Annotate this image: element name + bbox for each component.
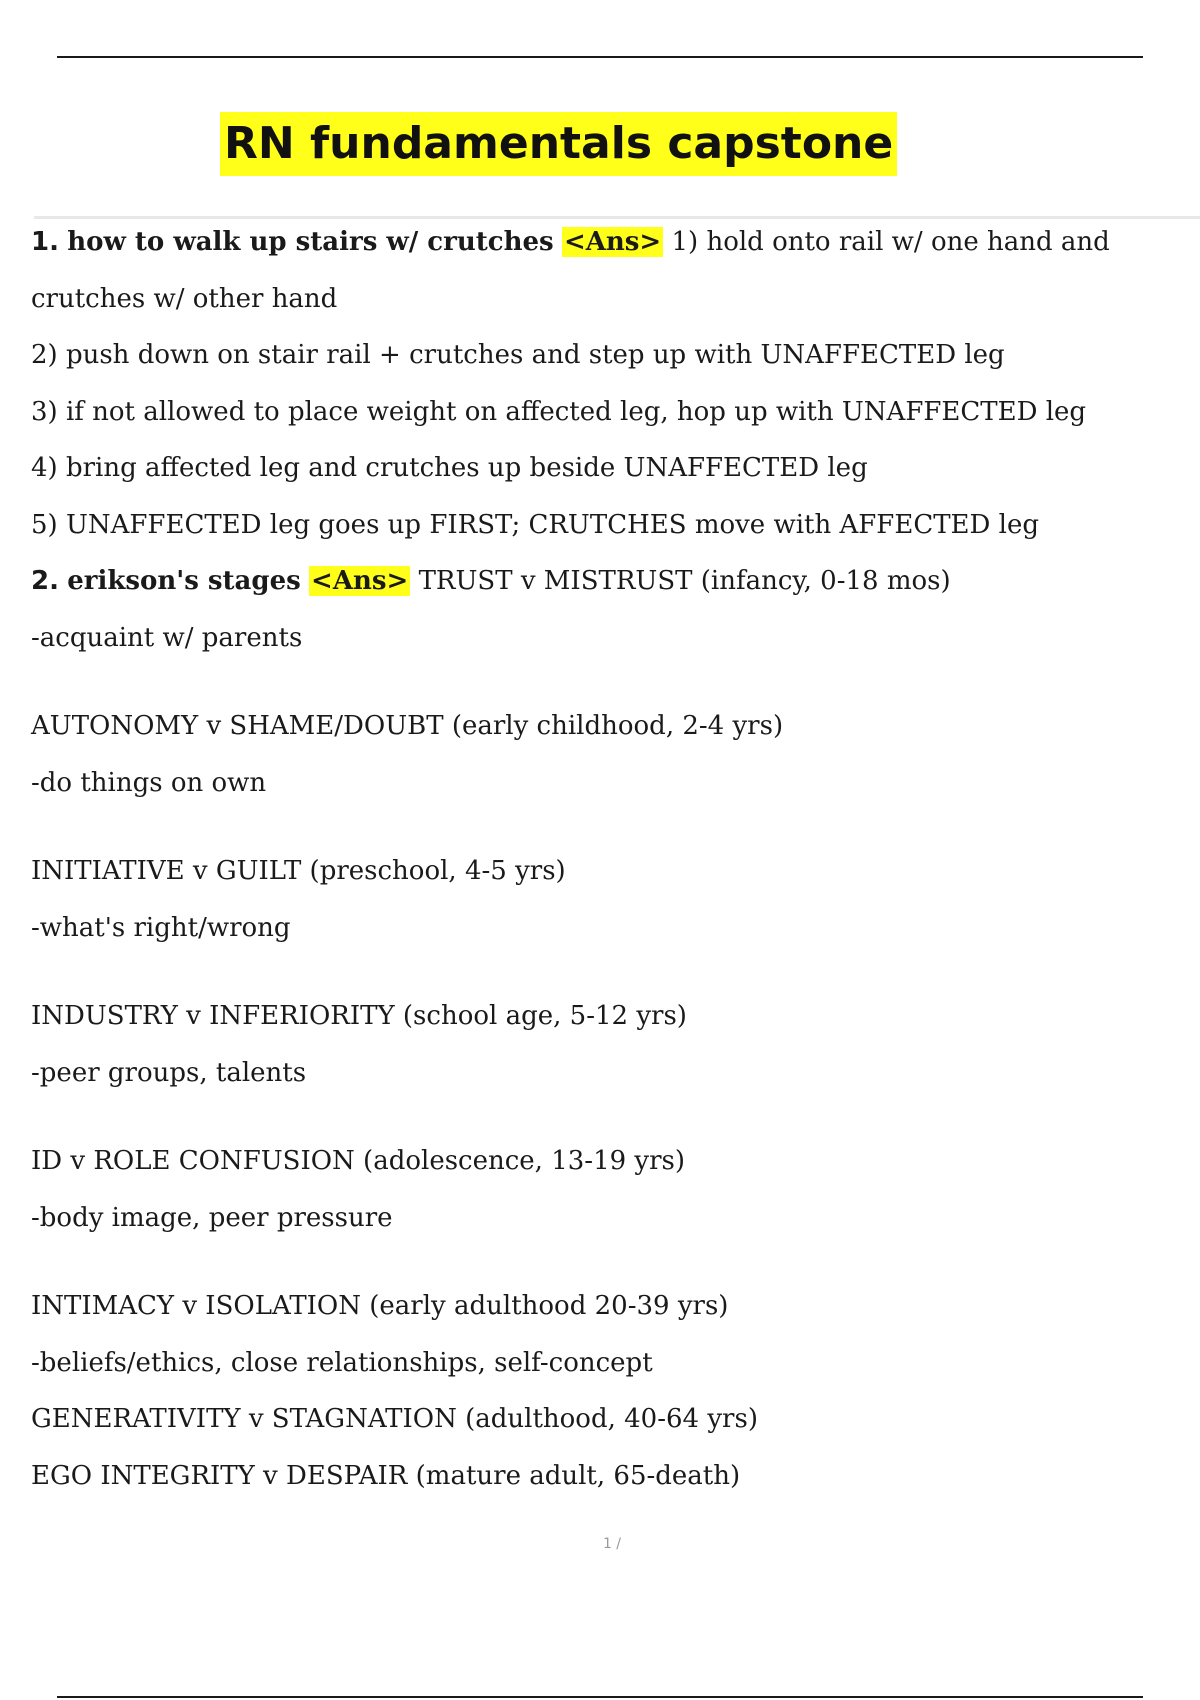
q2-stage-line: AUTONOMY v SHAME/DOUBT (early childhood, 2-4 yrs) [31,711,784,741]
q2-stage-note: -acquaint w/ parents [31,622,303,653]
q2-question: erikson's stages [67,566,301,596]
q1-answer-line: 4) bring affected leg and crutches up beside UNAFFECTED leg [31,453,868,483]
q2-header-line [31,553,1171,610]
q1-header-line [31,214,1171,271]
q1-answer-line: 5) UNAFFECTED leg goes up FIRST; CRUTCHES move with AFFECTED leg [31,509,1039,540]
q2-stage-note: -beliefs/ethics, close relationships, self-concept [31,1347,653,1378]
footer-rule [57,1696,1143,1698]
q2-stage-line: INITIATIVE v GUILT (preschool, 4-5 yrs) [31,856,566,886]
q2-stage-note: -what's right/wrong [31,912,291,943]
document-title: RN fundamentals capstone [220,112,897,176]
q1-answer-line: 2) push down on stair rail + crutches and step up with UNAFFECTED leg [31,340,1005,370]
q2-answer-tag: <Ans> [311,566,409,596]
q2-stage-line: GENERATIVITY v STAGNATION (adulthood, 40-64 yrs) [31,1404,758,1434]
q1-number: 1. [31,227,59,257]
document-body [31,214,1171,1504]
q2-stage-note: -peer groups, talents [31,1057,307,1088]
q2-stage-line: TRUST v MISTRUST (infancy, 0-18 mos) [418,566,951,596]
q2-stage-line: ID v ROLE CONFUSION (adolescence, 13-19 yrs) [31,1146,686,1176]
q2-stage-line: INTIMACY v ISOLATION (early adulthood 20-39 yrs) [31,1291,729,1321]
q2-stage-note: -body image, peer pressure [31,1202,393,1233]
q2-number: 2. [31,566,59,596]
header-rule [57,56,1143,58]
q1-answer-tag: <Ans> [563,227,662,257]
q2-stage-note: -do things on own [31,767,267,798]
q1-question: how to walk up stairs w/ crutches [67,227,554,257]
q2-stage-line: INDUSTRY v INFERIORITY (school age, 5-12 yrs) [31,1001,687,1031]
q1-answer-line: 3) if not allowed to place weight on affected leg, hop up with UNAFFECTED leg [31,396,1087,427]
q1-answer-line: crutches w/ other hand [31,283,338,314]
q2-stage-line: EGO INTEGRITY v DESPAIR (mature adult, 65-death) [31,1460,741,1491]
q1-answer-line: 1) hold onto rail w/ one hand and [671,227,1110,257]
page-number: 1 / [602,1536,622,1552]
